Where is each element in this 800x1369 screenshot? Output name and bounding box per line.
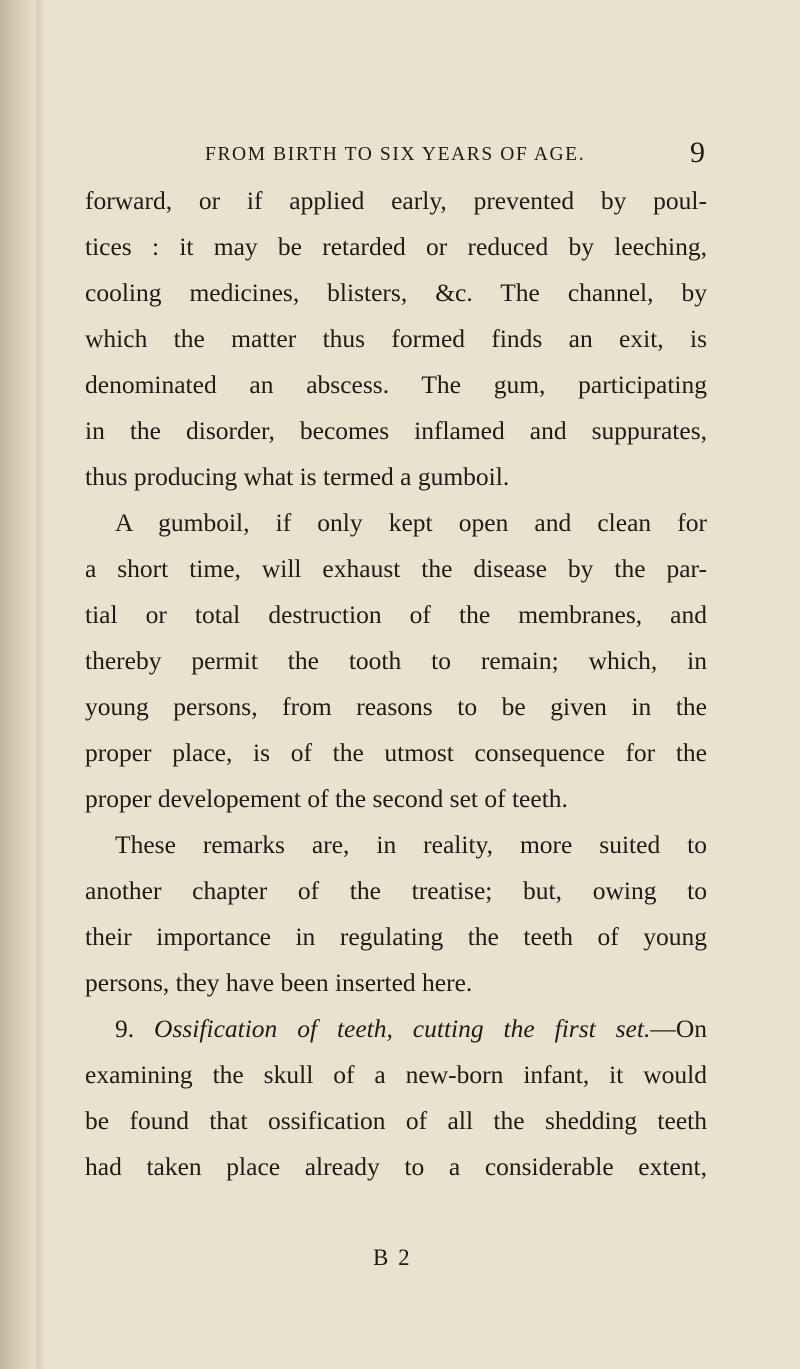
body-text: [85, 178, 707, 1190]
text-line: persons, they have been inserted here.: [85, 968, 473, 997]
text-line: forward, or if applied early, prevented by poul-: [85, 186, 707, 215]
running-title: FROM BIRTH TO SIX YEARS OF AGE.: [205, 144, 586, 165]
text-line: proper place, is of the utmost consequence for the: [85, 738, 707, 767]
text-line: thereby permit the tooth to remain; which, in: [85, 646, 707, 675]
text-line: cooling medicines, blisters, &c. The channel, by: [85, 278, 707, 307]
text-line: tices : it may be retarded or reduced by leeching,: [85, 232, 707, 261]
signature-mark: B 2: [373, 1245, 412, 1270]
text-line: A gumboil, if only kept open and clean for: [115, 508, 707, 537]
section-text: —On: [650, 1014, 707, 1043]
text-line: young persons, from reasons to be given in the: [85, 692, 707, 721]
section-number: 9.: [115, 1014, 135, 1043]
text-line: proper developement of the second set of teeth.: [85, 784, 568, 813]
section-title: Ossification of teeth, cutting the first set.: [154, 1014, 651, 1043]
text-line: examining the skull of a new-born infant, it would: [85, 1060, 707, 1089]
text-line: which the matter thus formed finds an exit, is: [85, 324, 707, 353]
text-line: denominated an abscess. The gum, participating: [85, 370, 707, 399]
text-line: their importance in regulating the teeth of young: [85, 922, 707, 951]
text-line: These remarks are, in reality, more suited to: [115, 830, 707, 859]
page-edge: [0, 0, 36, 1369]
text-line: in the disorder, becomes inflamed and suppurates,: [85, 416, 707, 445]
text-line: had taken place already to a considerable extent,: [85, 1152, 707, 1181]
text-line: be found that ossification of all the shedding teeth: [85, 1106, 707, 1135]
page-number: 9: [690, 136, 705, 169]
section-heading-line: [85, 1006, 707, 1052]
running-head: [205, 136, 705, 172]
text-line: another chapter of the treatise; but, owing to: [85, 876, 707, 905]
text-line: thus producing what is termed a gumboil.: [85, 462, 510, 491]
text-line: tial or total destruction of the membranes, and: [85, 600, 707, 629]
text-line: a short time, will exhaust the disease by the par-: [85, 554, 707, 583]
page-gutter-shadow: [36, 0, 46, 1369]
